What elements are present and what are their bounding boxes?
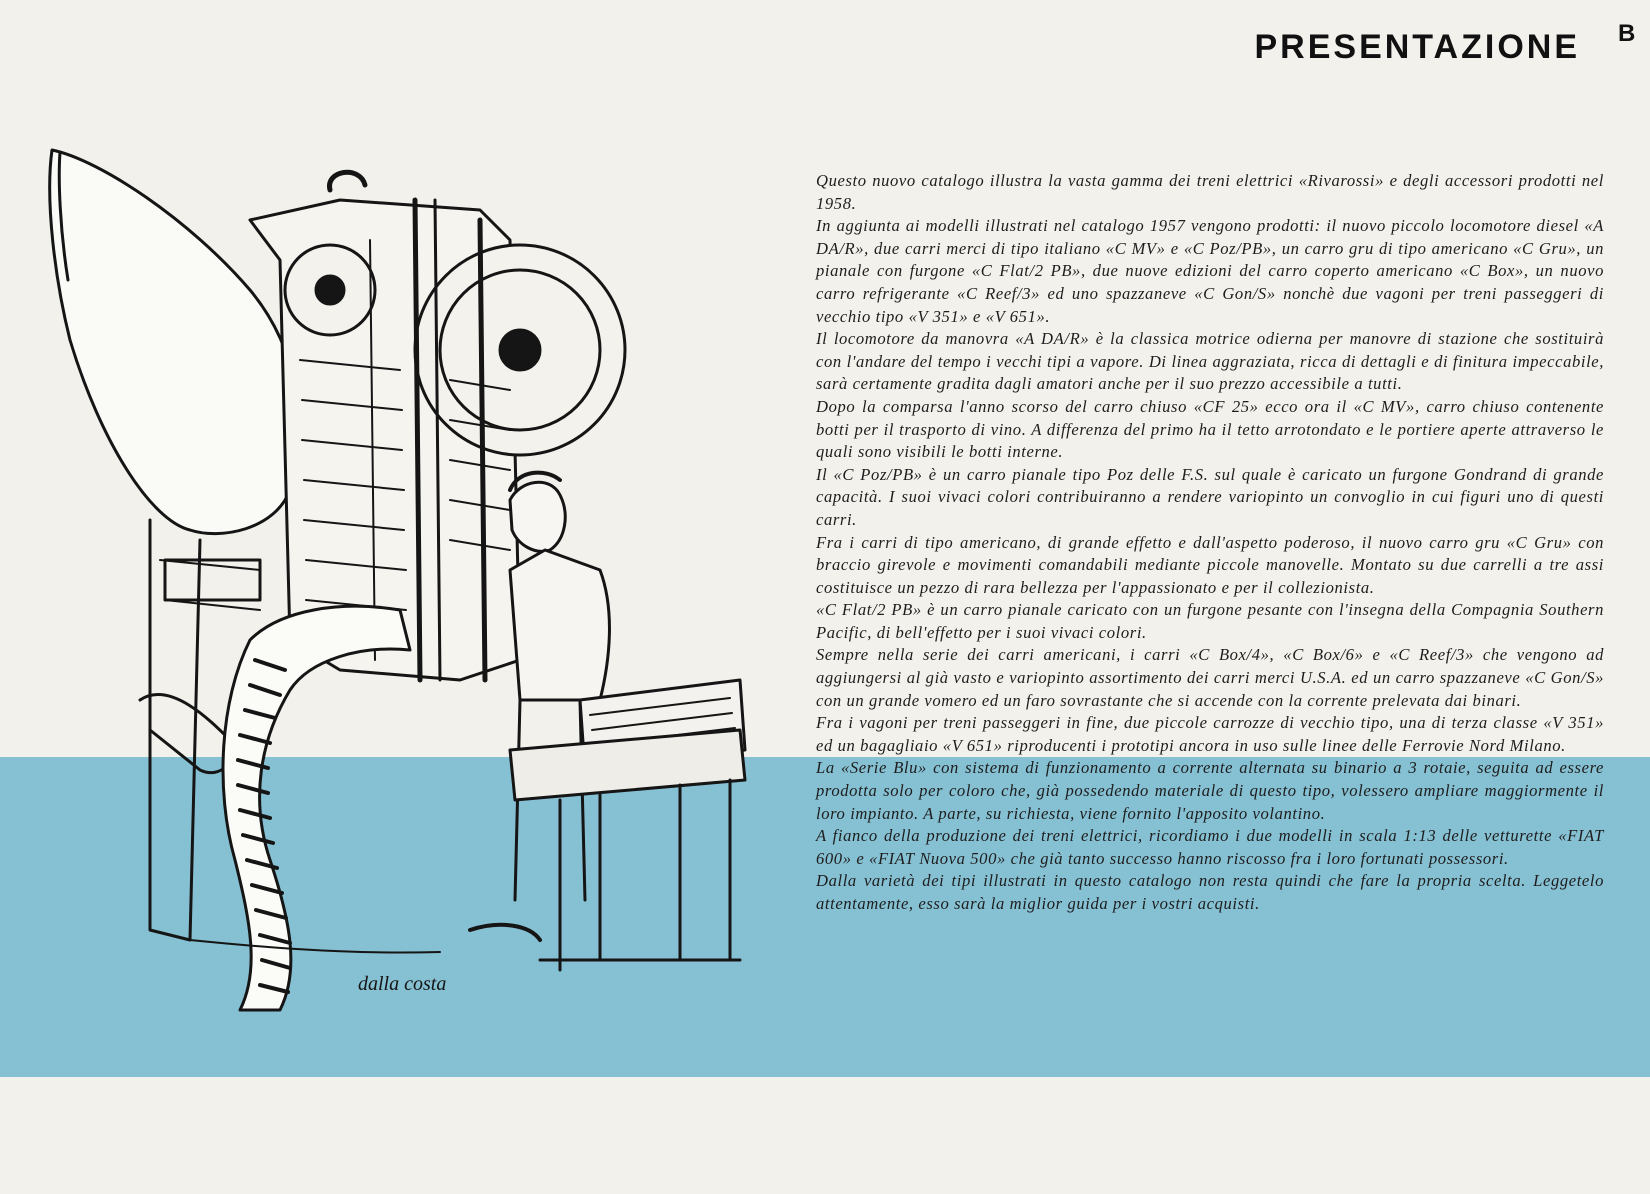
page-title: PRESENTAZIONE	[1254, 28, 1580, 66]
paragraph: Il locomotore da manovra «A DA/R» è la classica motrice odierna per manovre di stazione che sostituirà con l'andare del tempo i vecchi tipi a vapore. Di linea aggraziata, ricca di dettagli e di finitura impeccabile, sarà certamente gradita dagli amatori anche per il suo prezzo accessibile a tutti.	[816, 329, 1604, 394]
paragraph: In aggiunta ai modelli illustrati nel catalogo 1957 vengono prodotti: il nuovo piccolo locomotore diesel «A DA/R», due carri merci di tipo italiano «C MV» e «C Poz/PB», un carro gru di tipo americano «C Gru», un pianale con furgone «C Flat/2 PB», due nuove edizioni del carro coperto americano «C Box», un nuovo carro refrigerante «C Reef/3» ed uno spazzaneve «C Gon/S» nonchè due vagoni per treni passeggeri di vecchio tipo «V 351» e «V 651».	[816, 216, 1604, 326]
paragraph: Fra i vagoni per treni passeggeri in fine, due piccole carrozze di vecchio tipo, una di terza classe «V 351» ed un bagagliaio «V 651» riproducenti i prototipi ancora in uso sulle linee delle Ferrovie Nord Milano.	[816, 713, 1604, 755]
paragraph: La «Serie Blu» con sistema di funzionamento a corrente alternata su binario a 3 rotaie, seguita ad essere prodotta solo per coloro che, già possedendo materiale di questo tipo, volessero ampliare maggiormente il loro impianto. A parte, su richiesta, viene fornito l'apposito volantino.	[816, 758, 1604, 823]
paragraph: Sempre nella serie dei carri americani, i carri «C Box/4», «C Box/6» e «C Reef/3» che vengono ad aggiungersi al già vasto e variopinto assortimento dei carri merci U.S.A. ed un carro spazzaneve «C Gon/S» con un grande vomero ed un faro sovrastante che si accende con la corrente prelevata dai binari.	[816, 645, 1604, 710]
page-letter: B	[1618, 20, 1636, 47]
paragraph: Fra i carri di tipo americano, di grande effetto e dall'aspetto poderoso, il nuovo carro gru «C Gru» con braccio girevole e movimenti comandabili mediante piccole manovelle. Montato su due carrelli a tre assi costituisce un pezzo di rara bellezza per l'appassionato e per il collezionista.	[816, 532, 1604, 597]
press-machine-illustration	[40, 140, 800, 1070]
paragraph: «C Flat/2 PB» è un carro pianale caricato con un furgone pesante con l'insegna della Compagnia Southern Pacific, di bell'effetto per i suoi vivaci colori.	[816, 600, 1604, 642]
paragraph: A fianco della produzione dei treni elettrici, ricordiamo i due modelli in scala 1:13 delle vetturette «FIAT 600» e «FIAT Nuova 500» che già tanto successo hanno riscosso fra i loro fortunati possessori.	[816, 826, 1604, 868]
paragraph: Il «C Poz/PB» è un carro pianale tipo Poz delle F.S. sul quale è caricato un furgone Gondrand di grande capacità. I suoi vivaci colori contribuiranno a rendere variopinto un convoglio in cui figuri uno di questi carri.	[816, 464, 1604, 529]
paragraph: Dopo la comparsa l'anno scorso del carro chiuso «CF 25» ecco ora il «C MV», carro chiuso contenente botti per il trasporto di vino. A differenza del primo ha il tetto arrotondato e le portiere aperte attraverso le quali sono visibili le botti interne.	[816, 396, 1604, 462]
presentation-text	[816, 170, 1604, 916]
paragraph: Dalla varietà dei tipi illustrati in questo catalogo non resta quindi che fare la propria scelta. Leggetelo attentamente, esso sarà la miglior guida per i vostri acquisti.	[816, 871, 1604, 913]
paragraph: Questo nuovo catalogo illustra la vasta gamma dei treni elettrici «Rivarossi» e degli accessori prodotti nel 1958.	[816, 171, 1604, 213]
artist-signature: dalla costa	[358, 973, 447, 995]
